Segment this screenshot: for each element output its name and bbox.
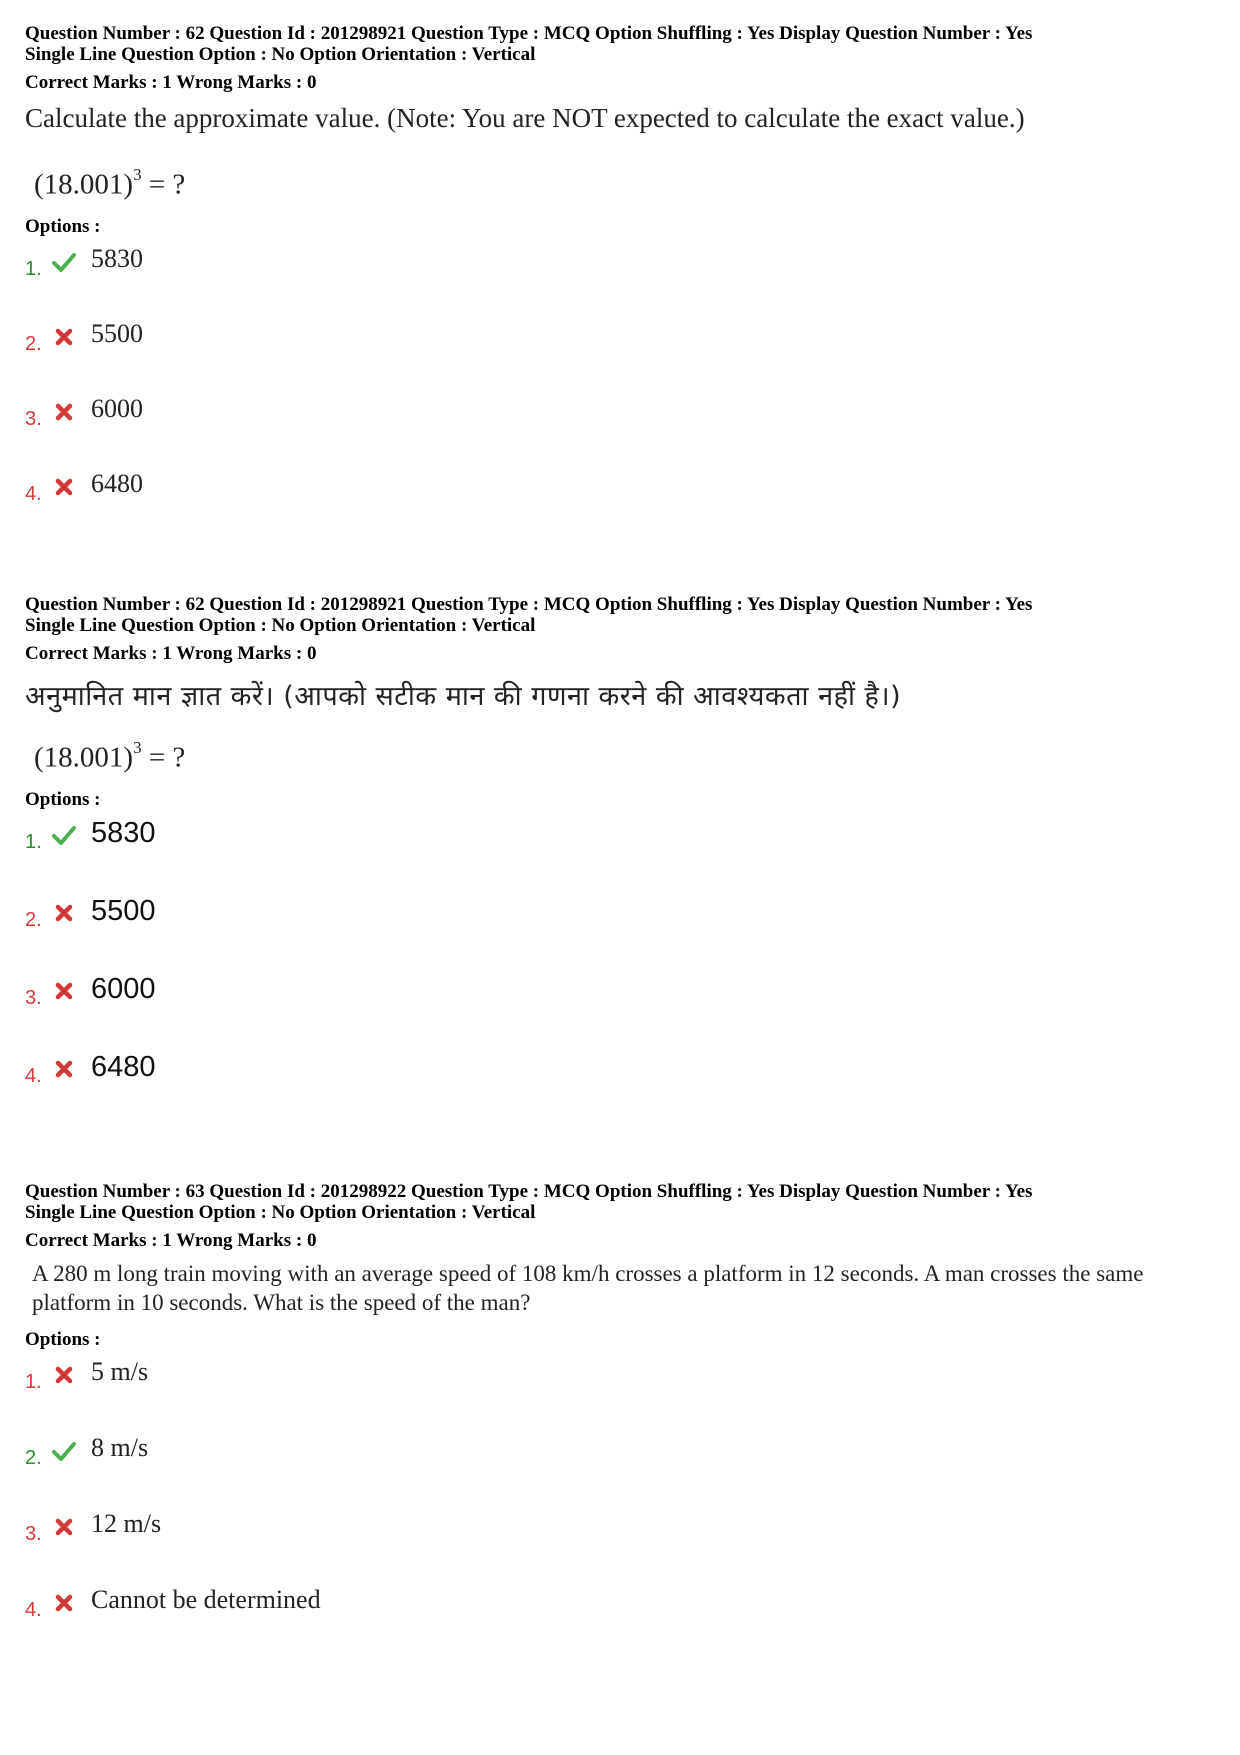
option-item	[25, 1585, 1215, 1661]
question-text: अनुमानित मान ज्ञात करें। (आपको सटीक मान की गणना करने की आवश्यकता नहीं है।)	[25, 681, 902, 712]
option-item	[25, 1357, 1215, 1433]
expression-base: (18.001)	[34, 741, 134, 774]
option-number: 2.	[25, 1447, 42, 1469]
question-meta-line2: Single Line Question Option : No Option Orientation : Vertical	[25, 1202, 536, 1223]
question-meta-line2: Single Line Question Option : No Option Orientation : Vertical	[25, 615, 536, 636]
option-item	[25, 1051, 1215, 1129]
marks-line: Correct Marks : 1 Wrong Marks : 0	[25, 1230, 317, 1251]
question-meta-line2: Single Line Question Option : No Option Orientation : Vertical	[25, 44, 536, 65]
option-text: 5500	[91, 894, 156, 927]
option-item	[25, 319, 1215, 394]
question-text: Calculate the approximate value. (Note: You are NOT expected to calculate the exact value.)	[25, 103, 1025, 133]
option-number: 4.	[25, 482, 42, 505]
expression-base: (18.001)	[34, 168, 134, 201]
checkmark-icon	[52, 823, 76, 847]
options-label: Options :	[25, 215, 101, 237]
option-text: 5500	[91, 318, 143, 348]
option-item	[25, 973, 1215, 1051]
option-number: 1.	[25, 830, 42, 853]
question-block-2	[25, 594, 1215, 1129]
option-item	[25, 469, 1215, 544]
option-item	[25, 817, 1215, 895]
option-number: 1.	[25, 257, 42, 280]
question-meta-line1: Question Number : 63 Question Id : 201298922 Question Type : MCQ Option Shuffling : Yes Display Question Number : Yes	[25, 1181, 1033, 1202]
option-text: 5 m/s	[91, 1357, 149, 1386]
options-list	[25, 817, 1215, 1129]
math-expression	[25, 165, 1215, 202]
cross-icon	[52, 475, 76, 499]
question-block-3	[25, 1181, 1215, 1661]
cross-icon	[52, 1515, 76, 1539]
cross-icon	[52, 325, 76, 349]
expression-tail: = ?	[141, 168, 186, 201]
option-item	[25, 1509, 1215, 1585]
cross-icon	[52, 1363, 76, 1387]
option-text: 12 m/s	[91, 1509, 162, 1538]
checkmark-icon	[52, 1439, 76, 1463]
option-text: 6000	[91, 393, 143, 423]
expression-exponent: 3	[133, 738, 142, 757]
option-item	[25, 394, 1215, 469]
expression-exponent: 3	[133, 165, 142, 184]
option-number: 3.	[25, 986, 42, 1009]
options-label: Options :	[25, 1329, 101, 1350]
marks-line: Correct Marks : 1 Wrong Marks : 0	[25, 72, 317, 93]
option-number: 1.	[25, 1371, 42, 1393]
options-label: Options :	[25, 788, 101, 810]
option-number: 4.	[25, 1599, 42, 1621]
option-number: 3.	[25, 1523, 42, 1545]
option-text: 8 m/s	[91, 1433, 149, 1462]
question-meta-line1: Question Number : 62 Question Id : 201298921 Question Type : MCQ Option Shuffling : Yes Display Question Number : Yes	[25, 594, 1033, 615]
checkmark-icon	[52, 250, 76, 274]
options-list	[25, 1357, 1215, 1661]
question-text: A 280 m long train moving with an average speed of 108 km/h crosses a platform in 12 seconds. A man crosses the same platform in 10 seconds. What is the speed of the man?	[32, 1261, 1144, 1315]
question-block-1	[25, 23, 1215, 544]
option-text: 6480	[91, 1050, 156, 1083]
cross-icon	[52, 1591, 76, 1615]
option-text: 5830	[91, 243, 143, 273]
cross-icon	[52, 400, 76, 424]
option-text: 6000	[91, 972, 156, 1005]
option-text: Cannot be determined	[91, 1585, 321, 1614]
option-number: 2.	[25, 332, 42, 355]
cross-icon	[52, 979, 76, 1003]
marks-line: Correct Marks : 1 Wrong Marks : 0	[25, 643, 317, 664]
option-number: 4.	[25, 1064, 42, 1087]
expression-tail: = ?	[141, 741, 186, 774]
math-expression	[25, 738, 1215, 775]
option-item	[25, 895, 1215, 973]
question-meta-line1: Question Number : 62 Question Id : 201298921 Question Type : MCQ Option Shuffling : Yes Display Question Number : Yes	[25, 23, 1033, 44]
cross-icon	[52, 1057, 76, 1081]
option-number: 3.	[25, 407, 42, 430]
option-number: 2.	[25, 908, 42, 931]
cross-icon	[52, 901, 76, 925]
option-item	[25, 244, 1215, 319]
options-list	[25, 244, 1215, 544]
option-text: 5830	[91, 816, 156, 849]
option-item	[25, 1433, 1215, 1509]
option-text: 6480	[91, 468, 143, 498]
